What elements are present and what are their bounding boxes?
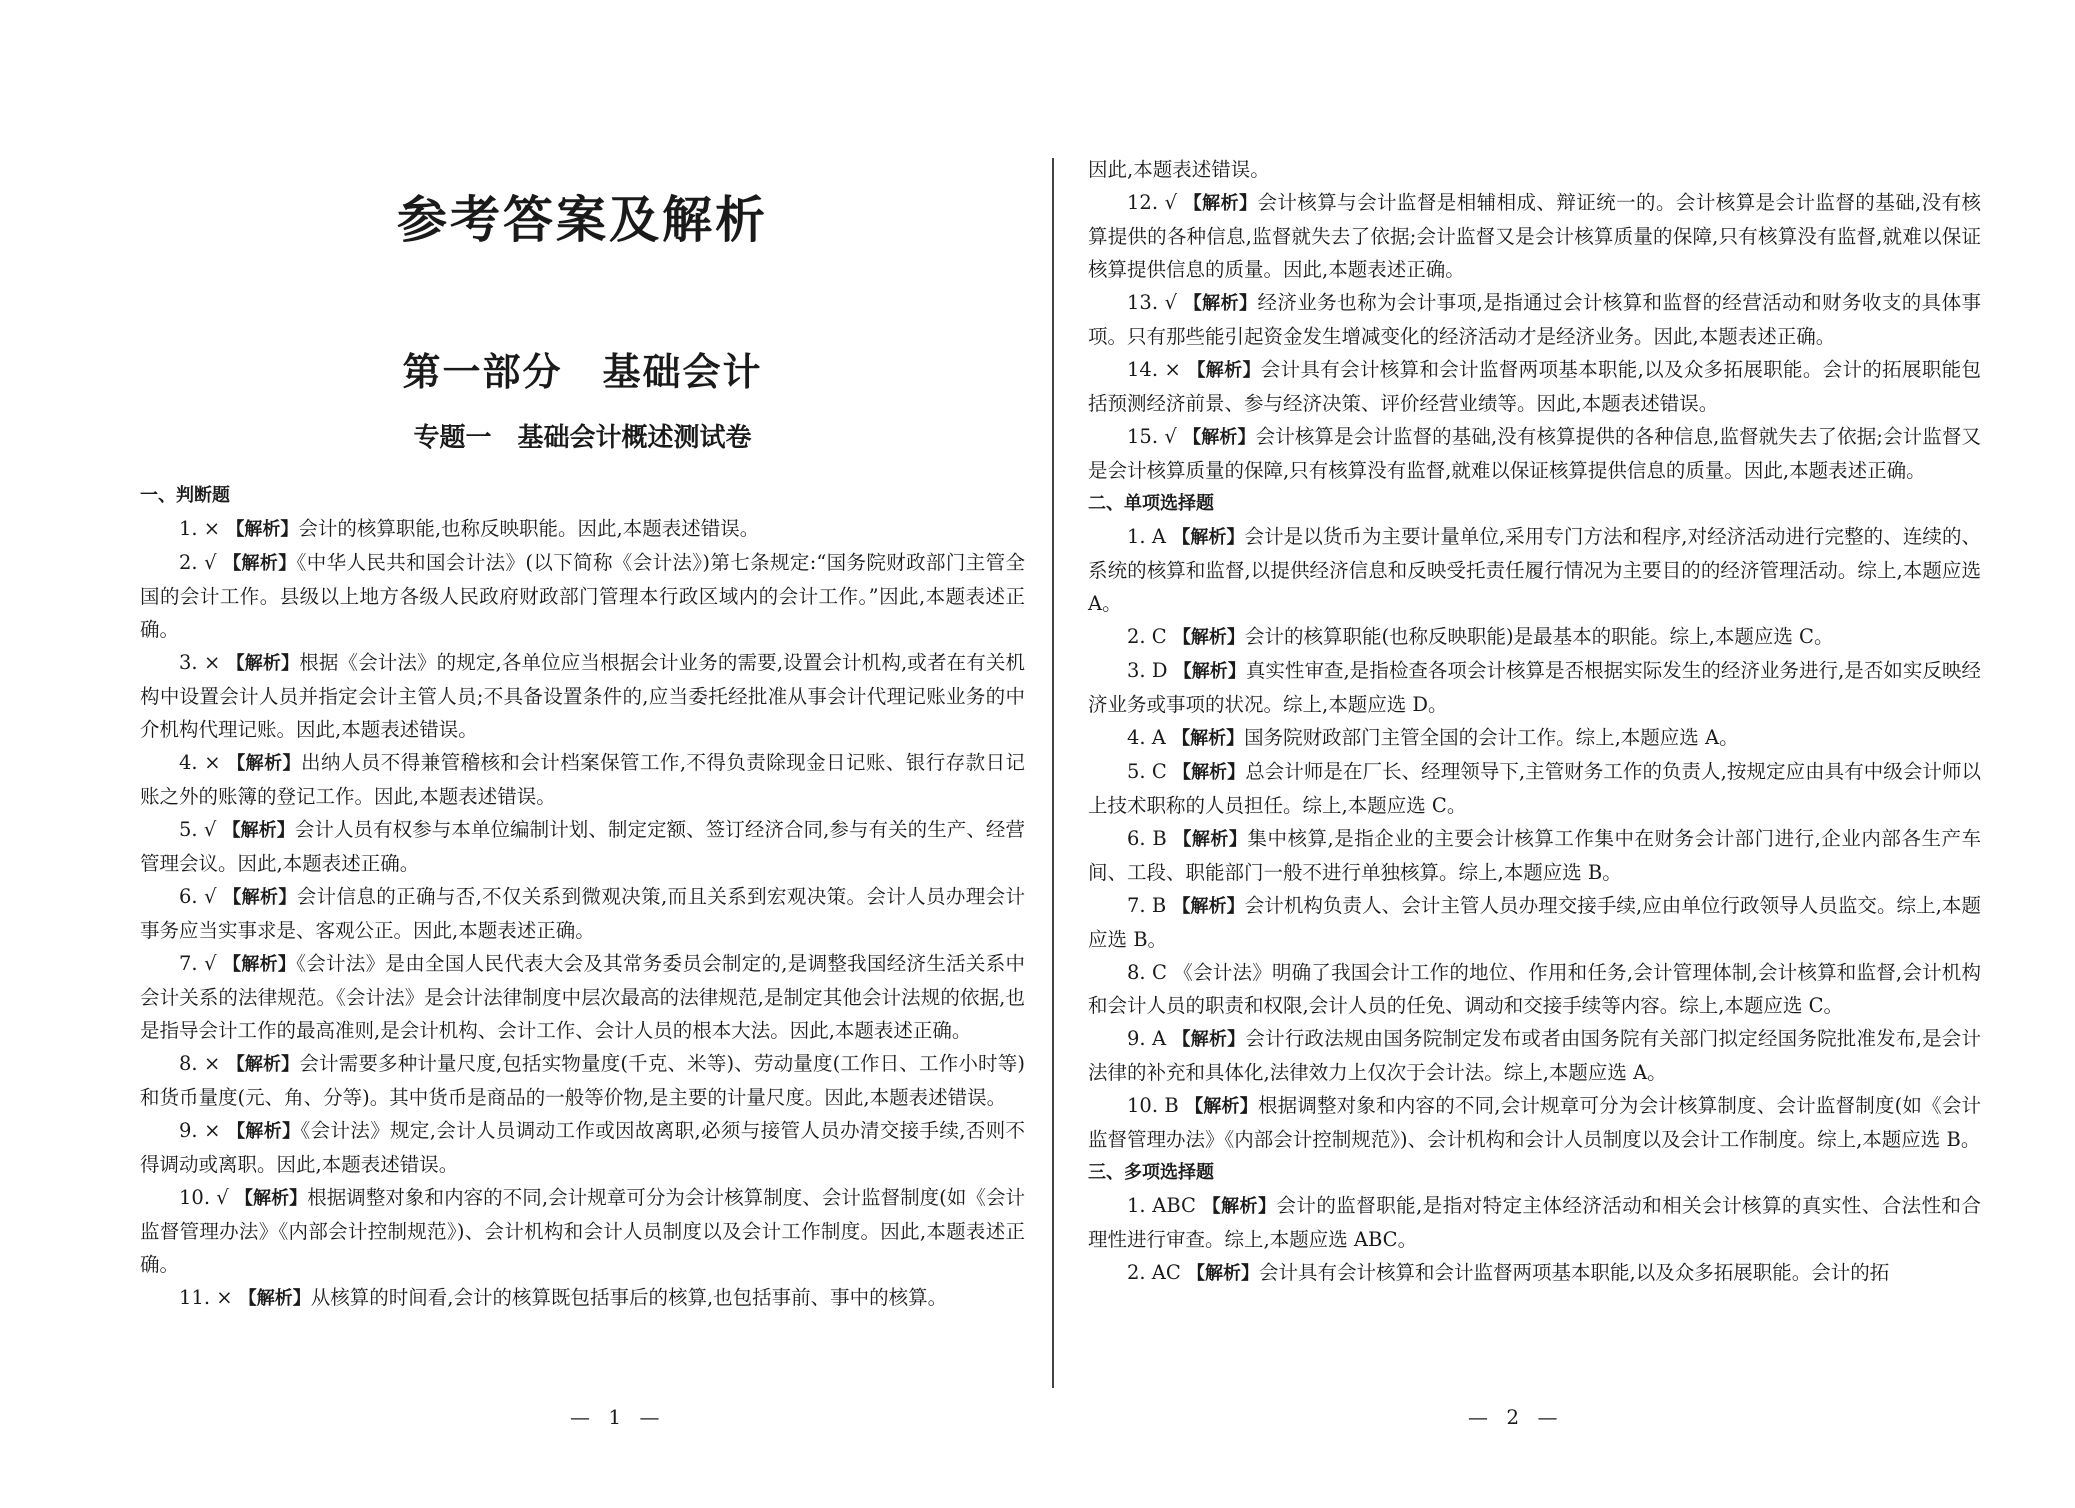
answer-item <box>1088 889 1981 956</box>
judge-items-list <box>140 512 1025 1315</box>
answer-number: 6. √ <box>179 885 217 908</box>
analysis-text: 《会计法》是由全国人民代表大会及其常务委员会制定的,是调整我国经济生活关系中会计关系的法律规范。《会计法》是会计法律制度中层次最高的法律规范,是制定其他会计法规的依据,也是指导会计工作的最高准则,是会计机构、会计工作、会计人员的根本大法。因此,本题表述正确。 <box>140 952 1026 1042</box>
analysis-text: 会计的核算职能(也称反映职能)是最基本的职能。综上,本题应选 C。 <box>1244 625 1834 648</box>
analysis-tag: 【解析】 <box>1202 1196 1277 1217</box>
analysis-text: 会计机构负责人、会计主管人员办理交接手续,应由单位行政领导人员监交。综上,本题应选 B。 <box>1088 894 1981 951</box>
answer-item <box>1088 620 1981 654</box>
analysis-text: 根据调整对象和内容的不同,会计规章可分为会计核算制度、会计监督制度(如《会计监督管理办法》《内部会计控制规范》)、会计机构和会计人员制度以及会计工作制度。因此,本题表述正确。 <box>140 1186 1026 1276</box>
analysis-text: 会计需要多种计量尺度,包括实物量度(千克、米等)、劳动量度(工作日、工作小时等)和货币量度(元、角、分等)。其中货币是商品的一般等价物,是主要的计量尺度。因此,本题表述错误。 <box>140 1052 1025 1109</box>
analysis-tag: 【解析】 <box>1183 293 1258 314</box>
answer-number: 1. A <box>1127 525 1166 548</box>
answer-number: 7. B <box>1127 894 1167 917</box>
answer-number: 9. × <box>179 1119 221 1142</box>
answer-number: 3. × <box>179 651 221 674</box>
answer-number: 10. B <box>1127 1094 1179 1117</box>
analysis-text: 会计人员有权参与本单位编制计划、制定定额、签订经济合同,参与有关的生产、经营管理会议。因此,本题表述正确。 <box>140 818 1025 875</box>
analysis-tag: 【解析】 <box>234 1188 308 1209</box>
section-heading-judge: 一、判断题 <box>140 485 230 506</box>
analysis-text: 《会计法》明确了我国会计工作的地位、作用和任务,会计管理体制,会计核算和监督,会计机构和会计人员的职责和权限,会计人员的任免、调动和交接手续等内容。综上,本题应选 C。 <box>1088 961 1981 1017</box>
main-title: 参考答案及解析 <box>397 190 768 249</box>
analysis-text: 国务院财政部门主管全国的会计工作。综上,本题应选 A。 <box>1244 726 1739 749</box>
analysis-tag: 【解析】 <box>1173 661 1246 682</box>
analysis-text: 从核算的时间看,会计的核算既包括事后的核算,也包括事前、事中的核算。 <box>310 1286 948 1309</box>
answer-number: 2. √ <box>179 551 217 574</box>
answer-item <box>140 746 1025 813</box>
answer-item <box>1088 186 1981 286</box>
answer-number: 4. × <box>179 751 221 774</box>
analysis-tag: 【解析】 <box>1173 829 1248 850</box>
analysis-text: 集中核算,是指企业的主要会计核算工作集中在财务会计部门进行,企业内部各生产车间、工段、职能部门一般不进行单独核算。综上,本题应选 B。 <box>1088 827 1981 884</box>
analysis-tag: 【解析】 <box>1172 527 1245 548</box>
analysis-text: 会计具有会计核算和会计监督两项基本职能,以及众多拓展职能。会计的拓展职能包括预测经济前景、参与经济决策、评价经营业绩等。因此,本题表述错误。 <box>1088 358 1982 415</box>
answer-number: 1. × <box>179 517 221 540</box>
answer-number: 15. √ <box>1127 425 1177 448</box>
answer-item <box>1088 721 1981 755</box>
analysis-text: 出纳人员不得兼管稽核和会计档案保管工作,不得负责除现金日记账、银行存款日记账之外的账簿的登记工作。因此,本题表述错误。 <box>140 751 1026 808</box>
page-right-column <box>1088 0 1981 1290</box>
answer-item <box>1088 956 1981 1022</box>
answer-number: 8. C <box>1127 961 1167 984</box>
topic-title: 专题一 基础会计概述测试卷 <box>413 423 752 453</box>
answer-item <box>1088 1189 1981 1256</box>
answer-item <box>1088 520 1981 620</box>
answer-item <box>140 646 1025 746</box>
answer-number: 5. C <box>1127 760 1167 783</box>
analysis-text: 会计的核算职能,也称反映职能。因此,本题表述错误。 <box>298 517 760 540</box>
analysis-tag: 【解析】 <box>1183 193 1258 214</box>
section-heading-single-choice: 二、单项选择题 <box>1088 493 1214 514</box>
answer-item <box>140 947 1025 1047</box>
analysis-tag: 【解析】 <box>223 887 297 908</box>
answer-number: 7. √ <box>179 952 217 975</box>
answer-number: 14. × <box>1127 358 1181 381</box>
analysis-text: 会计是以货币为主要计量单位,采用专门方法和程序,对经济活动进行完整的、连续的、系统的核算和监督,以提供经济信息和反映受托责任履行情况为主要目的的经济管理活动。综上,本题应选 A。 <box>1088 525 1982 615</box>
analysis-text: 会计核算是会计监督的基础,没有核算提供的各种信息,监督就失去了依据;会计监督又是会计核算质量的保障,只有核算没有监督,就难以保证核算提供信息的质量。因此,本题表述正确。 <box>1088 425 1982 482</box>
part-title: 第一部分 基础会计 <box>402 349 763 394</box>
page-number: — 2 — <box>1468 1405 1564 1429</box>
answer-item <box>140 1281 1025 1315</box>
answer-item <box>140 813 1025 880</box>
analysis-text: 根据《会计法》的规定,各单位应当根据会计业务的需要,设置会计机构,或者在有关机构中设置会计人员并指定会计主管人员;不具备设置条件的,应当委托经批准从事会计代理记账业务的中介机构代理记账。因此,本题表述错误。 <box>140 651 1025 741</box>
analysis-text: 会计核算与会计监督是相辅相成、辩证统一的。会计核算是会计监督的基础,没有核算提供的各种信息,监督就失去了依据;会计监督又是会计核算质量的保障,只有核算没有监督,就难以保证核算提供信息的质量。因此,本题表述正确。 <box>1088 191 1982 281</box>
answer-item <box>1088 1022 1981 1089</box>
answer-item <box>1088 654 1981 721</box>
answer-item <box>1088 822 1981 889</box>
answer-item <box>1088 1089 1981 1156</box>
answer-number: 2. C <box>1127 625 1167 648</box>
judge-items-list-continued <box>1088 186 1981 487</box>
analysis-text: 会计信息的正确与否,不仅关系到微观决策,而且关系到宏观决策。会计人员办理会计事务应当实事求是、客观公正。因此,本题表述正确。 <box>140 885 1026 942</box>
analysis-tag: 【解析】 <box>227 1121 301 1142</box>
analysis-text: 会计具有会计核算和会计监督两项基本职能,以及众多拓展职能。会计的拓 <box>1259 1261 1890 1284</box>
analysis-text: 真实性审查,是指检查各项会计核算是否根据实际发生的经济业务进行,是否如实反映经济业务或事项的状况。综上,本题应选 D。 <box>1088 659 1981 716</box>
answer-number: 3. D <box>1127 659 1168 682</box>
analysis-tag: 【解析】 <box>223 954 297 975</box>
page-number: — 1 — <box>570 1405 666 1429</box>
answer-item <box>140 1181 1025 1281</box>
analysis-tag: 【解析】 <box>226 1054 300 1075</box>
answer-number: 12. √ <box>1127 191 1178 214</box>
answer-item <box>1088 1256 1981 1290</box>
analysis-tag: 【解析】 <box>1185 1096 1258 1117</box>
analysis-text: 会计行政法规由国务院制定发布或者由国务院有关部门拟定经国务院批准发布,是会计法律的补充和具体化,法律效力上仅次于会计法。综上,本题应选 A。 <box>1088 1027 1982 1084</box>
page-right <box>1050 0 2075 1508</box>
page-left-column <box>140 0 1025 1315</box>
answer-item <box>140 880 1025 947</box>
answer-number: 6. B <box>1127 827 1167 850</box>
answer-item <box>1088 286 1981 353</box>
answer-number: 8. × <box>179 1052 221 1075</box>
analysis-text: 会计的监督职能,是指对特定主体经济活动和相关会计核算的真实性、合法性和合理性进行审查。综上,本题应选 ABC。 <box>1088 1194 1982 1251</box>
analysis-text: 经济业务也称为会计事项,是指通过会计核算和监督的经营活动和财务收支的具体事项。只有那些能引起资金发生增减变化的经济活动才是经济业务。因此,本题表述正确。 <box>1088 291 1982 348</box>
answer-number: 11. × <box>179 1286 233 1309</box>
analysis-tag: 【解析】 <box>1173 762 1246 783</box>
answer-item <box>140 1114 1025 1181</box>
section-heading-multi-choice: 三、多项选择题 <box>1088 1162 1214 1183</box>
answer-number: 10. √ <box>179 1186 229 1209</box>
answer-item <box>140 1047 1025 1114</box>
answer-number: 2. AC <box>1127 1261 1181 1284</box>
analysis-tag: 【解析】 <box>1172 1029 1246 1050</box>
answer-item <box>1088 420 1981 487</box>
continued-paragraph: 因此,本题表述错误。 <box>1088 158 1270 181</box>
single-choice-items-list <box>1088 520 1981 1156</box>
analysis-text: 根据调整对象和内容的不同,会计规章可分为会计核算制度、会计监督制度(如《会计监督管理办法》《内部会计控制规范》)、会计机构和会计人员制度以及会计工作制度。综上,本题应选 B。 <box>1088 1094 1982 1151</box>
answer-number: 4. A <box>1127 726 1166 749</box>
analysis-text: 总会计师是在厂长、经理领导下,主管财务工作的负责人,按规定应由具有中级会计师以上技术职称的人员担任。综上,本题应选 C。 <box>1088 760 1981 817</box>
analysis-tag: 【解析】 <box>226 519 299 540</box>
answer-number: 1. ABC <box>1127 1194 1196 1217</box>
analysis-tag: 【解析】 <box>226 653 300 674</box>
answer-item <box>1088 353 1981 420</box>
multi-choice-items-list <box>1088 1189 1981 1290</box>
analysis-tag: 【解析】 <box>1172 728 1245 749</box>
answer-number: 9. A <box>1127 1027 1167 1050</box>
analysis-tag: 【解析】 <box>1183 427 1256 448</box>
analysis-text: 《会计法》规定,会计人员调动工作或因故离职,必须与接管人员办清交接手续,否则不得调动或离职。因此,本题表述错误。 <box>140 1119 1025 1176</box>
answer-item <box>140 546 1025 646</box>
analysis-tag: 【解析】 <box>1172 627 1245 648</box>
analysis-tag: 【解析】 <box>222 820 295 841</box>
answer-number: 13. √ <box>1127 291 1178 314</box>
analysis-tag: 【解析】 <box>1187 1263 1260 1284</box>
analysis-tag: 【解析】 <box>227 753 301 774</box>
answer-item <box>1088 755 1981 822</box>
analysis-tag: 【解析】 <box>238 1288 311 1309</box>
analysis-tag: 【解析】 <box>223 553 297 574</box>
answer-number: 5. √ <box>179 818 217 841</box>
analysis-tag: 【解析】 <box>1172 896 1245 917</box>
analysis-text: 《中华人民共和国会计法》(以下简称《会计法》)第七条规定:“国务院财政部门主管全国的会计工作。县级以上地方各级人民政府财政部门管理本行政区域内的会计工作。”因此,本题表述正确。 <box>140 551 1026 641</box>
analysis-tag: 【解析】 <box>1187 360 1261 381</box>
answer-item <box>140 512 1025 546</box>
